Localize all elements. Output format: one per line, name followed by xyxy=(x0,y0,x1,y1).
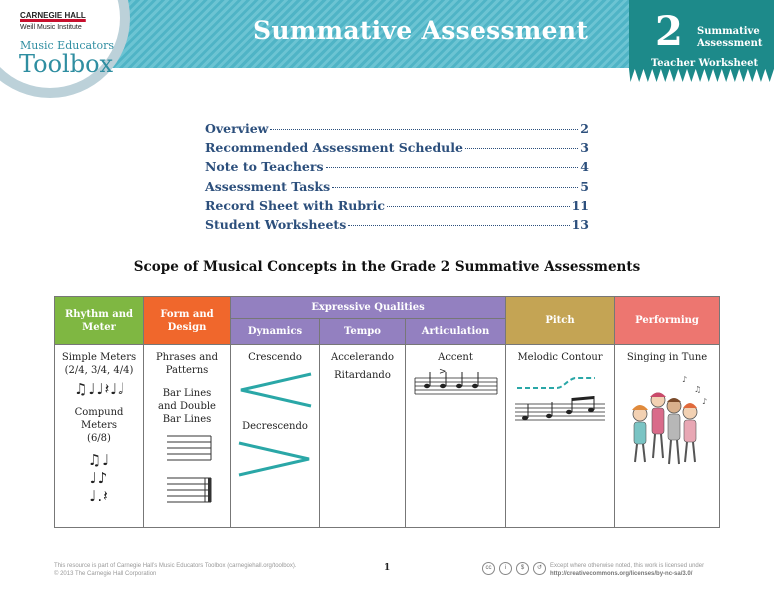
toc-label: Record Sheet with Rubric xyxy=(205,197,385,213)
toc-page: 4 xyxy=(580,159,589,175)
staff-barlines-icon xyxy=(157,432,217,512)
compound-notes-icon: ♫♩ ♩♪ ♩.𝄽 xyxy=(87,451,111,505)
toc-page: 13 xyxy=(571,216,589,232)
page-number: 1 xyxy=(384,563,391,573)
toc-item[interactable] xyxy=(205,159,589,178)
toc-label: Recommended Assessment Schedule xyxy=(205,140,463,156)
form-phrases: Phrases and Patterns xyxy=(155,352,219,376)
nc-icon: $ xyxy=(516,562,529,575)
cell-pitch xyxy=(506,345,615,528)
rhythm-simple-list: (2/4, 3/4, 4/4) xyxy=(64,365,134,376)
toc-label: Assessment Tasks xyxy=(205,178,331,194)
scope-table xyxy=(54,296,720,528)
badge-line1: Summative xyxy=(697,26,760,37)
decrescendo-hairpin-icon xyxy=(235,439,315,479)
logo-org: CARNEGIE HALL xyxy=(20,11,86,20)
dyn-decrescendo: Decrescendo xyxy=(242,421,308,432)
dyn-crescendo: Crescendo xyxy=(248,352,302,363)
logo-line2: Toolbox xyxy=(19,50,114,78)
toc-label: Overview xyxy=(205,121,269,136)
header-form: Form and Design xyxy=(144,297,231,345)
tempo-rit: Ritardando xyxy=(334,370,391,381)
accent-staff-icon xyxy=(413,366,499,400)
logo-line1: Music Educators xyxy=(20,39,114,52)
svg-text:♪: ♪ xyxy=(702,397,708,406)
cc-icon: cc xyxy=(482,562,495,575)
toc-label: Student Worksheets xyxy=(205,216,347,232)
toc-label: Note to Teachers xyxy=(205,159,324,175)
header-dynamics: Dynamics xyxy=(231,319,320,345)
cell-form xyxy=(144,345,231,528)
license-link[interactable]: http://creativecommons.org/licenses/by-nc-sa/3.0/ xyxy=(550,571,693,577)
perf-singing: Singing in Tune xyxy=(626,352,708,363)
toc-leader xyxy=(326,167,579,168)
header-tempo: Tempo xyxy=(320,319,406,345)
by-icon: i xyxy=(499,562,512,575)
pitch-contour: Melodic Contour xyxy=(517,352,603,363)
scope-title: Scope of Musical Concepts in the Grade 2 Summative Assessments xyxy=(133,259,641,275)
table-of-contents xyxy=(205,121,589,236)
toc-leader xyxy=(348,225,569,226)
svg-text:>: > xyxy=(438,367,447,377)
cell-dynamics xyxy=(231,345,320,528)
cc-icons xyxy=(482,562,546,575)
svg-text:♫: ♫ xyxy=(694,385,702,394)
toc-item[interactable] xyxy=(205,121,589,140)
badge-number: 2 xyxy=(655,8,683,55)
badge-line2: Assessment xyxy=(697,38,763,49)
toc-leader xyxy=(332,187,578,188)
toc-item[interactable] xyxy=(205,140,589,159)
toc-item[interactable] xyxy=(205,179,589,198)
footer-resource: This resource is part of Carnegie Hall’s Music Educators Toolbox (carnegiehall.org/toolbox). xyxy=(54,563,297,569)
footer-copyright xyxy=(54,562,297,578)
logo-institute: Weill Music Institute xyxy=(20,24,82,31)
sa-icon: ↺ xyxy=(533,562,546,575)
toc-page: 2 xyxy=(580,121,589,136)
badge-line3: Teacher Worksheet xyxy=(651,58,759,69)
toc-page: 3 xyxy=(580,140,589,156)
license-text: Except where otherwise noted, this work is licensed under xyxy=(550,563,705,569)
header-pitch: Pitch xyxy=(506,297,615,345)
rhythm-simple: Simple Meters xyxy=(61,352,137,363)
page-title: Summative Assessment xyxy=(253,16,589,45)
cell-performing xyxy=(615,345,720,528)
toc-item[interactable] xyxy=(205,198,589,217)
toc-item[interactable] xyxy=(205,217,589,236)
header-articulation: Articulation xyxy=(406,319,506,345)
rhythm-notes-icon: ♫♩♩𝄽♩𝅗𝅥 xyxy=(73,380,125,398)
svg-text:♪: ♪ xyxy=(682,375,688,384)
footer-license xyxy=(550,562,704,578)
header-rhythm: Rhythm and Meter xyxy=(55,297,144,345)
footer-corp: © 2013 The Carnegie Hall Corporation xyxy=(54,571,157,577)
cell-rhythm xyxy=(55,345,144,528)
header-expressive: Expressive Qualities xyxy=(231,297,506,319)
crescendo-hairpin-icon xyxy=(235,370,315,410)
melodic-contour-icon xyxy=(513,370,607,430)
cell-tempo xyxy=(320,345,406,528)
tempo-accel: Accelerando xyxy=(330,352,395,363)
form-barlines: Bar Lines and Double Bar Lines xyxy=(158,388,216,425)
toc-leader xyxy=(387,206,570,207)
toc-page: 5 xyxy=(580,178,589,194)
header-performing: Performing xyxy=(615,297,720,345)
rhythm-compound: Compund Meters xyxy=(74,407,124,431)
toc-leader xyxy=(270,129,578,130)
cell-articulation xyxy=(406,345,506,528)
artic-accent: Accent xyxy=(438,352,473,363)
singers-illustration-icon xyxy=(622,370,712,470)
rhythm-compound-list: (6/8) xyxy=(87,433,111,444)
toc-leader xyxy=(465,148,578,149)
toc-page: 11 xyxy=(571,197,589,213)
